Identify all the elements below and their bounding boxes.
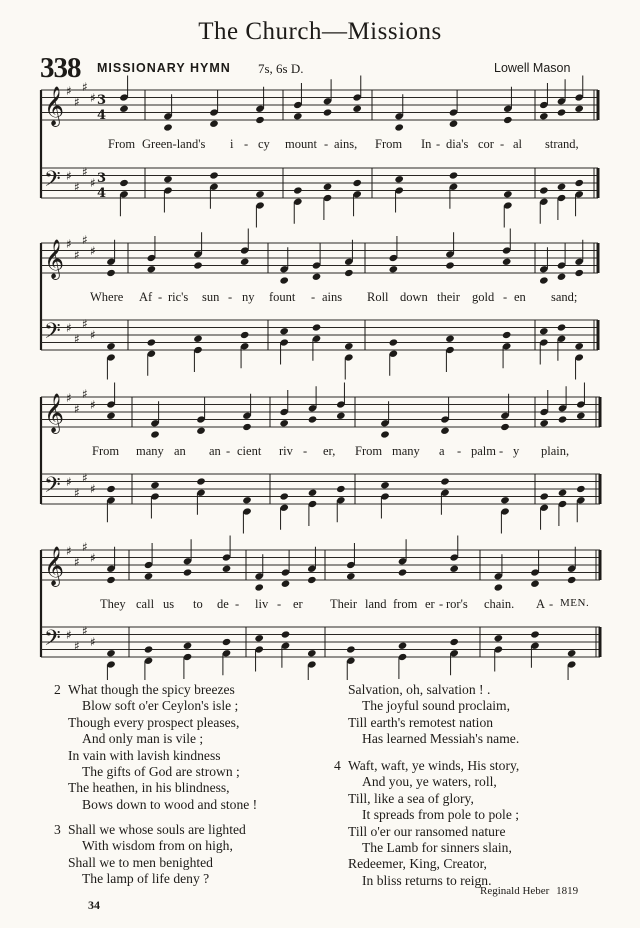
lyric-line-4 xyxy=(0,597,640,613)
lyric-syllable: In xyxy=(421,137,432,151)
lyric-syllable: Af xyxy=(139,290,153,304)
verse-line xyxy=(54,715,257,731)
sharp-sign: ♯ xyxy=(74,555,80,569)
note-head xyxy=(119,179,129,187)
time-signature: 4 xyxy=(97,108,107,123)
note-head xyxy=(147,265,157,273)
sharp-sign: ♯ xyxy=(66,628,72,642)
note-head xyxy=(240,331,250,339)
sharp-sign: ♯ xyxy=(82,540,88,554)
verse-text: Has learned Messiah's name. xyxy=(362,731,520,747)
verse-line xyxy=(54,855,246,871)
verse-line xyxy=(54,797,257,813)
verse-line xyxy=(348,715,519,731)
note-head xyxy=(242,496,252,504)
note-head xyxy=(336,412,346,420)
hymn-number: 338 xyxy=(40,52,81,84)
note-head xyxy=(144,572,154,580)
sharp-sign: ♯ xyxy=(74,486,80,500)
sharp-sign: ♯ xyxy=(82,80,88,94)
lyric-syllable: cy xyxy=(258,137,270,151)
note-head xyxy=(440,427,450,435)
note-head xyxy=(352,105,362,113)
sharp-sign: ♯ xyxy=(66,321,72,335)
note-head xyxy=(163,123,173,131)
verse-line xyxy=(334,807,519,823)
lyric-syllable: - xyxy=(158,290,163,304)
note-head xyxy=(293,186,303,194)
verse-line xyxy=(348,731,519,747)
lyric-syllable: They xyxy=(100,597,126,611)
note-head xyxy=(576,485,586,493)
verse-number: 4 xyxy=(334,758,341,773)
note-head xyxy=(281,630,291,638)
page-title: The Church—Missions xyxy=(198,18,442,45)
note-head xyxy=(574,179,584,187)
author-credit xyxy=(480,885,578,897)
verse-line xyxy=(54,780,257,796)
author-name: Reginald Heber xyxy=(480,885,550,897)
verse-text: With wisdom from on high, xyxy=(82,838,233,854)
note-head xyxy=(557,273,567,281)
sharp-sign: ♯ xyxy=(66,475,72,489)
verse-line xyxy=(348,682,519,698)
lyric-line-2 xyxy=(0,290,640,306)
verse-text: The joyful sound proclaim, xyxy=(362,698,510,714)
note-head xyxy=(398,568,408,576)
note-head xyxy=(380,481,390,489)
lyric-syllable: riv xyxy=(279,444,293,458)
lyric-syllable: sand; xyxy=(551,290,578,304)
lyric-syllable: From xyxy=(375,137,403,151)
page-number: 34 xyxy=(88,898,100,912)
note-head xyxy=(240,258,250,266)
lyric-syllable: al xyxy=(513,137,523,151)
verse-2 xyxy=(54,682,257,813)
lyric-syllable: Roll xyxy=(367,290,389,304)
verse-line xyxy=(334,774,519,790)
note-head xyxy=(323,108,333,116)
note-head xyxy=(163,175,173,183)
lyric-syllable: - xyxy=(244,137,249,151)
note-head xyxy=(196,427,206,435)
sharp-sign: ♯ xyxy=(66,84,72,98)
sharp-sign: ♯ xyxy=(66,237,72,251)
note-head xyxy=(255,190,265,198)
lyric-syllable: - xyxy=(226,444,231,458)
lyric-syllable: From xyxy=(355,444,383,458)
note-head xyxy=(147,338,157,346)
note-head xyxy=(567,576,577,584)
verse-line xyxy=(54,682,257,698)
lyric-syllable: er xyxy=(425,597,435,611)
note-head xyxy=(106,342,116,350)
note-head xyxy=(344,342,354,350)
lyric-syllable: an xyxy=(209,444,221,458)
treble-clef: 𝄞 xyxy=(44,393,65,433)
verse-line xyxy=(54,698,257,714)
note-head xyxy=(242,423,252,431)
note-head xyxy=(222,638,232,646)
note-head xyxy=(557,323,567,331)
note-head xyxy=(500,496,510,504)
sharp-sign: ♯ xyxy=(74,248,80,262)
lyric-syllable: strand, xyxy=(545,137,579,151)
verse-line xyxy=(334,758,519,774)
note-head xyxy=(255,116,265,124)
verse-3 xyxy=(54,822,246,888)
verse-text: The Lamb for sinners slain, xyxy=(362,840,512,856)
note-head xyxy=(557,183,567,191)
sharp-sign: ♯ xyxy=(82,624,88,638)
note-head xyxy=(183,642,193,650)
treble-clef: 𝄞 xyxy=(44,86,65,126)
lyric-syllable: sun xyxy=(202,290,220,304)
note-head xyxy=(346,572,356,580)
verse-line xyxy=(334,824,519,840)
lyric-syllable: dia's xyxy=(446,137,469,151)
note-head xyxy=(144,645,154,653)
note-head xyxy=(576,412,586,420)
note-head xyxy=(574,342,584,350)
sharp-sign: ♯ xyxy=(82,317,88,331)
note-head xyxy=(449,120,459,128)
note-head xyxy=(394,123,404,131)
tune-name: MISSIONARY HYMN xyxy=(97,61,231,75)
note-head xyxy=(209,120,219,128)
lyric-syllable: many xyxy=(392,444,420,458)
verse-line xyxy=(54,838,246,854)
verse-line xyxy=(334,791,519,807)
note-head xyxy=(279,327,289,335)
lyric-syllable: chain. xyxy=(484,597,515,611)
note-head xyxy=(380,430,390,438)
verse-text: The gifts of God are strown ; xyxy=(82,764,240,780)
note-head xyxy=(539,492,549,500)
note-head xyxy=(449,638,459,646)
lyric-syllable: MEN. xyxy=(560,597,590,609)
lyric-syllable: cient xyxy=(237,444,262,458)
lyric-syllable: - xyxy=(235,597,240,611)
note-head xyxy=(222,565,232,573)
note-head xyxy=(106,412,116,420)
note-head xyxy=(389,338,399,346)
note-head xyxy=(196,477,206,485)
note-head xyxy=(557,108,567,116)
sharp-sign: ♯ xyxy=(66,544,72,558)
note-head xyxy=(254,634,264,642)
note-head xyxy=(530,580,540,588)
lyric-syllable: fount xyxy=(269,290,296,304)
lyric-syllable: Green-land's xyxy=(142,137,206,151)
sharp-sign: ♯ xyxy=(66,169,72,183)
sharp-sign: ♯ xyxy=(90,551,96,565)
lyric-syllable: - xyxy=(436,137,441,151)
bass-clef: 𝄢 xyxy=(44,626,61,656)
lyric-syllable: er, xyxy=(323,444,336,458)
lyric-syllable: ror's xyxy=(446,597,468,611)
verse-text: And only man is vile ; xyxy=(82,731,204,747)
note-head xyxy=(106,649,116,657)
lyric-syllable: liv xyxy=(255,597,269,611)
verse-text: Till o'er our ransomed nature xyxy=(348,823,506,839)
sharp-sign: ♯ xyxy=(74,402,80,416)
note-head xyxy=(394,175,404,183)
sharp-sign: ♯ xyxy=(90,635,96,649)
lyric-syllable: many xyxy=(136,444,164,458)
note-head xyxy=(281,580,291,588)
sharp-sign: ♯ xyxy=(90,176,96,190)
lyric-syllable: en xyxy=(514,290,526,304)
verse-text: And you, ye waters, roll, xyxy=(362,774,497,790)
note-head xyxy=(312,323,322,331)
lyric-syllable: i xyxy=(230,137,234,151)
note-head xyxy=(539,327,549,335)
verse-text: Redeemer, King, Creator, xyxy=(348,856,487,872)
time-signature: 3 xyxy=(97,93,107,108)
verse-text: Till, like a sea of glory, xyxy=(348,790,474,806)
note-head xyxy=(445,335,455,343)
note-head xyxy=(312,273,322,281)
note-head xyxy=(279,419,289,427)
note-head xyxy=(308,415,318,423)
lyric-syllable: palm xyxy=(471,444,496,458)
lyric-syllable: Their xyxy=(330,597,358,611)
verse-number: 2 xyxy=(54,682,61,697)
lyric-syllable: ny xyxy=(242,290,255,304)
verse-line xyxy=(348,698,519,714)
note-head xyxy=(449,171,459,179)
note-head xyxy=(539,112,549,120)
verse-text: In bliss returns to reign. xyxy=(362,872,492,888)
lyric-syllable: ric's xyxy=(168,290,189,304)
note-head xyxy=(150,481,160,489)
note-head xyxy=(352,179,362,187)
verse-text: Shall we whose souls are lighted xyxy=(68,822,246,837)
verse-text: The heathen, in his blindness, xyxy=(68,780,230,796)
sharp-sign: ♯ xyxy=(82,387,88,401)
lyric-syllable: ains, xyxy=(334,137,358,151)
verse-4 xyxy=(334,758,519,889)
bass-clef: 𝄢 xyxy=(44,319,61,349)
note-head xyxy=(494,583,504,591)
verse-number: 3 xyxy=(54,822,61,837)
note-head xyxy=(106,576,116,584)
verse-line xyxy=(54,764,257,780)
sharp-sign: ♯ xyxy=(90,328,96,342)
verse-text: What though the spicy breezes xyxy=(68,682,235,697)
lyric-syllable: - xyxy=(303,444,308,458)
sharp-sign: ♯ xyxy=(82,471,88,485)
lyric-syllable: - xyxy=(503,290,508,304)
lyric-syllable: us xyxy=(163,597,175,611)
lyric-syllable: an xyxy=(174,444,186,458)
time-signature: 3 xyxy=(97,171,107,186)
note-head xyxy=(539,276,549,284)
sharp-sign: ♯ xyxy=(82,233,88,247)
note-head xyxy=(500,423,510,431)
lyric-syllable: - xyxy=(439,597,444,611)
verse-text: Salvation, oh, salvation ! . xyxy=(348,682,491,697)
verse-3-continued xyxy=(348,682,519,748)
lyric-syllable: to xyxy=(193,597,203,611)
note-head xyxy=(293,112,303,120)
verse-text: Though every prospect pleases, xyxy=(68,714,240,730)
lyric-syllable: - xyxy=(277,597,282,611)
note-head xyxy=(530,630,540,638)
note-head xyxy=(119,105,129,113)
note-head xyxy=(307,649,317,657)
verse-text: It spreads from pole to pole ; xyxy=(362,807,520,823)
note-head xyxy=(539,419,549,427)
note-head xyxy=(183,568,193,576)
note-head xyxy=(449,565,459,573)
composer: Lowell Mason xyxy=(494,61,571,75)
note-head xyxy=(445,261,455,269)
sharp-sign: ♯ xyxy=(74,332,80,346)
note-head xyxy=(323,183,333,191)
lyric-syllable: call xyxy=(136,597,155,611)
note-head xyxy=(308,489,318,497)
verse-text: Bows down to wood and stone ! xyxy=(82,796,258,812)
lyric-syllable: - xyxy=(228,290,233,304)
note-head xyxy=(503,116,513,124)
lyric-syllable: cor xyxy=(478,137,494,151)
note-head xyxy=(440,477,450,485)
note-head xyxy=(193,335,203,343)
verse-text: Shall we to men benighted xyxy=(68,854,213,870)
note-head xyxy=(106,269,116,277)
sharp-sign: ♯ xyxy=(82,165,88,179)
verse-line xyxy=(54,748,257,764)
lyric-syllable: Where xyxy=(90,290,124,304)
note-head xyxy=(398,642,408,650)
note-head xyxy=(502,258,512,266)
note-head xyxy=(279,492,289,500)
note-head xyxy=(503,190,513,198)
verse-text: Blow soft o'er Ceylon's isle ; xyxy=(82,698,239,714)
lyric-syllable: - xyxy=(311,290,316,304)
note-head xyxy=(389,265,399,273)
author-year: 1819 xyxy=(556,885,579,897)
note-head xyxy=(336,485,346,493)
verse-line xyxy=(334,840,519,856)
meter: 7s, 6s D. xyxy=(258,61,304,76)
lyric-syllable: y xyxy=(513,444,520,458)
verse-line xyxy=(54,731,257,747)
lyric-syllable: mount xyxy=(285,137,317,151)
time-signature: 4 xyxy=(97,186,107,201)
lyric-syllable: er xyxy=(293,597,303,611)
verse-line xyxy=(54,822,246,838)
bass-clef: 𝄢 xyxy=(44,473,61,503)
lyric-syllable: A xyxy=(536,597,546,611)
sharp-sign: ♯ xyxy=(66,391,72,405)
note-head xyxy=(494,634,504,642)
sharp-sign: ♯ xyxy=(90,244,96,258)
lyric-syllable: - xyxy=(500,137,505,151)
note-head xyxy=(106,485,116,493)
lyric-syllable: plain, xyxy=(541,444,570,458)
lyric-syllable: - xyxy=(457,444,462,458)
lyric-syllable: gold xyxy=(472,290,495,304)
verse-line xyxy=(334,856,519,872)
note-head xyxy=(574,269,584,277)
bass-clef: 𝄢 xyxy=(44,167,61,197)
lyric-line-1 xyxy=(0,137,640,153)
lyric-syllable: down xyxy=(400,290,428,304)
lyric-syllable: - xyxy=(549,597,554,611)
note-head xyxy=(558,489,568,497)
sharp-sign: ♯ xyxy=(90,482,96,496)
sharp-sign: ♯ xyxy=(74,639,80,653)
note-head xyxy=(209,171,219,179)
verse-text: Waft, waft, ye winds, His story, xyxy=(348,758,520,773)
note-head xyxy=(279,276,289,284)
note-head xyxy=(539,186,549,194)
note-head xyxy=(307,576,317,584)
lyric-syllable: From xyxy=(108,137,136,151)
note-head xyxy=(150,430,160,438)
lyric-syllable: de xyxy=(217,597,229,611)
note-head xyxy=(346,645,356,653)
lyric-syllable: from xyxy=(393,597,418,611)
treble-clef: 𝄞 xyxy=(44,546,65,586)
note-head xyxy=(558,415,568,423)
sharp-sign: ♯ xyxy=(90,398,96,412)
verse-line xyxy=(54,871,246,887)
lyric-syllable: From xyxy=(92,444,120,458)
lyric-syllable: their xyxy=(437,290,460,304)
sharp-sign: ♯ xyxy=(74,95,80,109)
note-head xyxy=(193,261,203,269)
lyric-syllable: - xyxy=(499,444,504,458)
treble-clef: 𝄞 xyxy=(44,239,65,279)
lyric-syllable: land xyxy=(365,597,387,611)
note-head xyxy=(344,269,354,277)
sharp-sign: ♯ xyxy=(90,91,96,105)
note-head xyxy=(502,331,512,339)
verse-text: In vain with lavish kindness xyxy=(68,747,221,763)
note-head xyxy=(574,105,584,113)
lyric-syllable: - xyxy=(324,137,329,151)
verse-text: The lamp of life deny ? xyxy=(82,871,210,887)
note-head xyxy=(567,649,577,657)
lyric-syllable: a xyxy=(439,444,445,458)
verse-text: Till earth's remotest nation xyxy=(348,714,494,730)
sharp-sign: ♯ xyxy=(74,180,80,194)
note-head xyxy=(254,583,264,591)
lyric-line-3 xyxy=(0,444,640,460)
lyric-syllable: ains xyxy=(322,290,343,304)
